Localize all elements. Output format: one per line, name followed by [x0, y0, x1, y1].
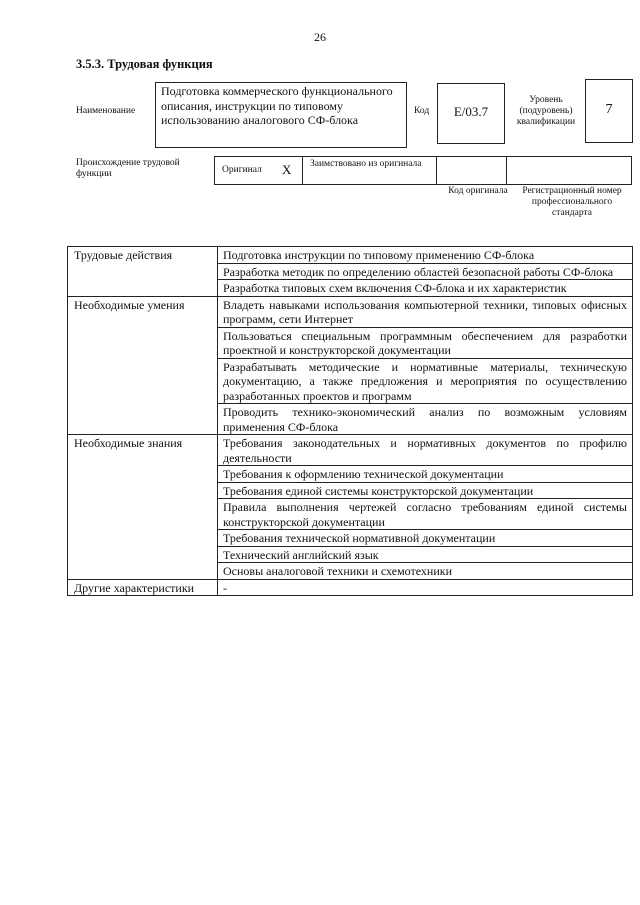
- table-cell: Разработка типовых схем включения СФ-блока и их характеристик: [218, 280, 633, 297]
- section-title: 3.5.3. Трудовая функция: [76, 57, 213, 71]
- table-cell: Проводить технико-экономический анализ по возможным условиям применения СФ-блока: [218, 404, 633, 435]
- origin-label: Происхождение трудовой функции: [76, 158, 180, 179]
- function-name: Подготовка коммерческого функционального описания, инструкции по типовому использованию аналогового СФ-блока: [161, 84, 393, 127]
- table-cell: Требования к оформлению технической документации: [218, 466, 633, 483]
- original-label: Оригинал: [222, 165, 262, 175]
- row-label: Необходимые умения: [68, 296, 218, 435]
- table-cell: Требования законодательных и нормативных документов по профилю деятельности: [218, 435, 633, 466]
- table-row: [68, 247, 633, 264]
- table-cell: Владеть навыками использования компьютерной техники, типовых офисных программ, сети Интернет: [218, 296, 633, 327]
- reg-number-label: Регистрационный номер профессионального стандарта: [522, 186, 622, 218]
- name-label: Наименование: [76, 106, 136, 116]
- table-cell: Пользоваться специальным программным обеспечением для разработки проектной и конструкторской документации: [218, 327, 633, 358]
- table-cell: Разрабатывать методические и нормативные материалы, техническую документацию, а также предложения и мероприятия по осуществлению разработанных проектов и программ: [218, 358, 633, 404]
- table-cell: Правила выполнения чертежей согласно требованиям единой системы конструкторской документации: [218, 499, 633, 530]
- origin-row: [214, 156, 632, 185]
- code-label: Код: [414, 106, 430, 116]
- table-row: [68, 296, 633, 327]
- table-row: [68, 435, 633, 466]
- original-mark: X: [282, 162, 292, 177]
- table-cell: Разработка методик по определению областей безопасной работы СФ-блока: [218, 263, 633, 280]
- row-label: Трудовые действия: [68, 247, 218, 297]
- code-value: E/03.7: [453, 104, 489, 119]
- table-cell: Технический английский язык: [218, 546, 633, 563]
- level-value: 7: [605, 102, 613, 117]
- function-name-box: [155, 82, 407, 148]
- level-label: Уровень (подуровень) квалификации: [516, 95, 576, 127]
- labor-function-table: [67, 246, 633, 596]
- table-cell: Основы аналоговой техники и схемотехники: [218, 563, 633, 580]
- table-cell: Требования технической нормативной документации: [218, 530, 633, 547]
- page-number: 26: [314, 30, 326, 44]
- table-cell: Подготовка инструкции по типовому применению СФ-блока: [218, 247, 633, 264]
- row-label: Необходимые знания: [68, 435, 218, 580]
- code-box: [437, 83, 505, 144]
- table-cell: Требования единой системы конструкторской документации: [218, 482, 633, 499]
- code-original-label: Код оригинала: [448, 186, 508, 196]
- level-box: [585, 79, 633, 143]
- borrowed-label: Заимствовано из оригинала: [310, 159, 422, 169]
- table-row: [68, 579, 633, 596]
- table-cell: -: [218, 579, 633, 596]
- row-label: Другие характеристики: [68, 579, 218, 596]
